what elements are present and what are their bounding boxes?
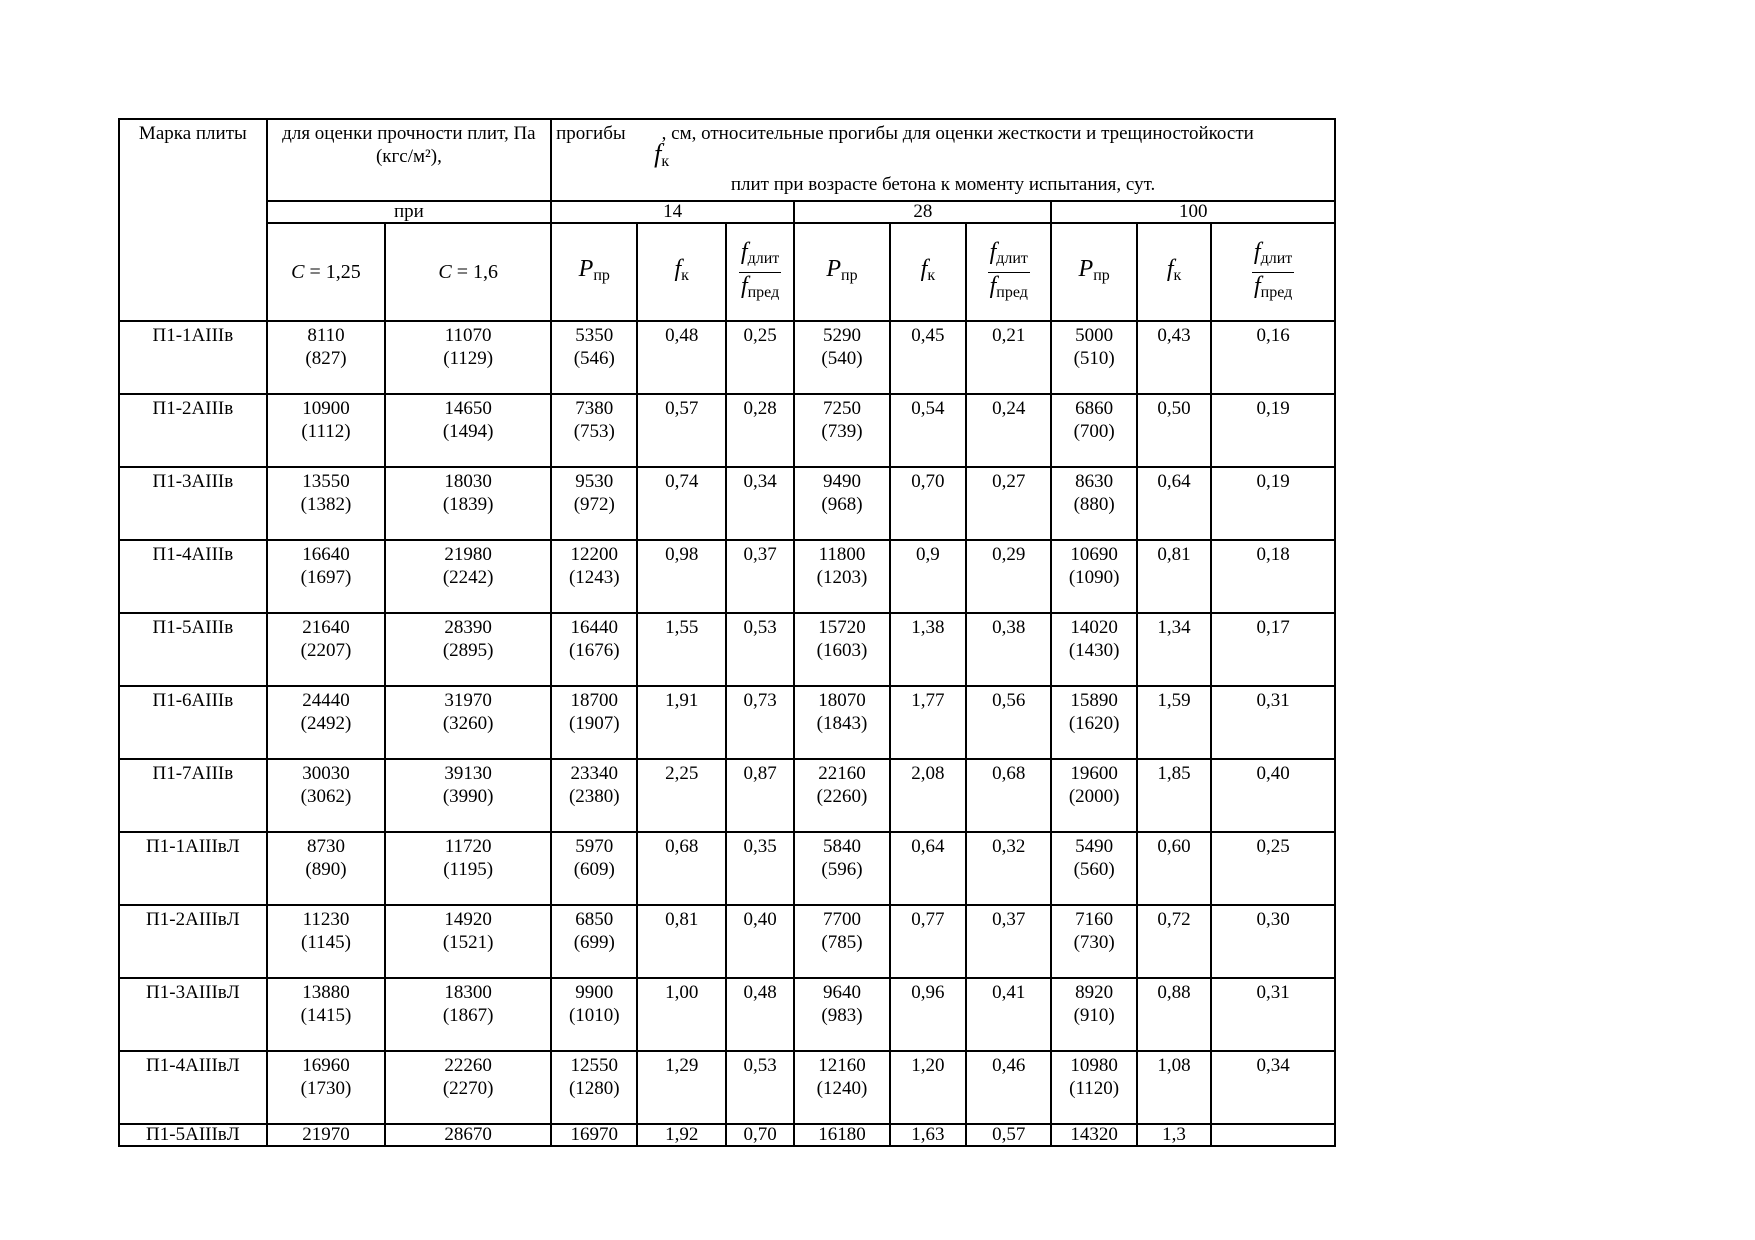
ratio100-cell: 0,18 <box>1211 540 1335 613</box>
c16-cell: 11070 (1129) <box>385 321 551 394</box>
fk14-cell: 1,29 <box>637 1051 725 1124</box>
r28-cell: 0,57 <box>966 1124 1051 1146</box>
table-row <box>119 1051 1335 1124</box>
p100-cell: 7160 (730) <box>1051 905 1136 978</box>
ratio100-cell: 0,34 <box>1211 1051 1335 1124</box>
brand-cell: П1-3АIIIвЛ <box>119 978 267 1051</box>
ratio28-cell: 0,68 <box>966 759 1051 832</box>
p100-cell: 19600 (2000) <box>1051 759 1136 832</box>
p28-cell: 5290 (540) <box>794 321 889 394</box>
ratio100-cell: 0,19 <box>1211 467 1335 540</box>
fk28-cell: 0,70 <box>890 467 966 540</box>
ratio14-cell: 0,28 <box>726 394 794 467</box>
ratio28-cell: 0,41 <box>966 978 1051 1051</box>
p100-cell: 6860 (700) <box>1051 394 1136 467</box>
p28-cell: 7700 (785) <box>794 905 889 978</box>
c125-cell: 16640 (1697) <box>267 540 386 613</box>
p28-cell: 22160 (2260) <box>794 759 889 832</box>
ratio14-cell: 0,48 <box>726 978 794 1051</box>
r100-cell <box>1211 1124 1335 1146</box>
fk28-cell: 2,08 <box>890 759 966 832</box>
p28-cell: 12160 (1240) <box>794 1051 889 1124</box>
p28-cell: 5840 (596) <box>794 832 889 905</box>
table-row <box>119 540 1335 613</box>
table-row <box>119 321 1335 394</box>
ratio28-cell: 0,29 <box>966 540 1051 613</box>
fk28-cell: 0,9 <box>890 540 966 613</box>
brand-cell: П1-2АIIIвЛ <box>119 905 267 978</box>
p28-cell: 11800 (1203) <box>794 540 889 613</box>
c16-cell: 28390 (2895) <box>385 613 551 686</box>
ratio14-cell: 0,34 <box>726 467 794 540</box>
p14-cell: 9900 (1010) <box>551 978 637 1051</box>
brand-cell: П1-7АIIIв <box>119 759 267 832</box>
header-p-100: $P_{пр}$ <box>1051 223 1136 321</box>
ratio28-cell: 0,56 <box>966 686 1051 759</box>
header-fk-28: $f_к$ <box>890 223 966 321</box>
brand-cell: П1-2АIIIв <box>119 394 267 467</box>
ratio100-cell: 0,16 <box>1211 321 1335 394</box>
header-brand: Марка плиты <box>119 119 267 321</box>
p100-cell: 14020 (1430) <box>1051 613 1136 686</box>
p100-cell: 14320 <box>1051 1124 1136 1146</box>
fk100-cell: 1,34 <box>1137 613 1211 686</box>
fk100-cell: 1,3 <box>1137 1124 1211 1146</box>
c16-cell: 21980 (2242) <box>385 540 551 613</box>
fk14-cell: 1,91 <box>637 686 725 759</box>
fk100-cell: 1,08 <box>1137 1051 1211 1124</box>
p14-cell: 12550 (1280) <box>551 1051 637 1124</box>
r14-cell: 0,70 <box>726 1124 794 1146</box>
fk100-cell: 0,81 <box>1137 540 1211 613</box>
header-strength: для оценки прочности плит, Па (кгс/м²), <box>267 119 551 201</box>
ratio28-cell: 0,46 <box>966 1051 1051 1124</box>
p14-cell: 12200 (1243) <box>551 540 637 613</box>
brand-cell: П1-1АIIIвЛ <box>119 832 267 905</box>
header-age-28: 28 <box>794 201 1051 223</box>
p14-cell: 16970 <box>551 1124 637 1146</box>
c125-cell: 30030 (3062) <box>267 759 386 832</box>
table-row <box>119 686 1335 759</box>
fk14-cell: 2,25 <box>637 759 725 832</box>
c125-cell: 24440 (2492) <box>267 686 386 759</box>
fk100-cell: 0,60 <box>1137 832 1211 905</box>
header-ratio-14: $\frac{f_{длит}}{f_{пред}}$ <box>726 223 794 321</box>
header-fk-14: $f_к$ <box>637 223 725 321</box>
fk28-cell: 0,54 <box>890 394 966 467</box>
ratio14-cell: 0,25 <box>726 321 794 394</box>
table-row <box>119 467 1335 540</box>
ratio14-cell: 0,35 <box>726 832 794 905</box>
c125-cell: 13550 (1382) <box>267 467 386 540</box>
c16-cell: 18030 (1839) <box>385 467 551 540</box>
load-table <box>118 118 1336 1147</box>
c125-cell: 13880 (1415) <box>267 978 386 1051</box>
fk100-cell: 0,50 <box>1137 394 1211 467</box>
ratio14-cell: 0,87 <box>726 759 794 832</box>
fk100-cell: 0,43 <box>1137 321 1211 394</box>
ratio14-cell: 0,37 <box>726 540 794 613</box>
ratio28-cell: 0,24 <box>966 394 1051 467</box>
brand-cell: П1-1АIIIв <box>119 321 267 394</box>
ratio28-cell: 0,38 <box>966 613 1051 686</box>
header-ratio-28: $\frac{f_{длит}}{f_{пред}}$ <box>966 223 1051 321</box>
p100-cell: 8630 (880) <box>1051 467 1136 540</box>
fk28-cell: 0,77 <box>890 905 966 978</box>
ratio14-cell: 0,53 <box>726 613 794 686</box>
ratio28-cell: 0,21 <box>966 321 1051 394</box>
header-ratio-100: $\frac{f_{длит}}{f_{пред}}$ <box>1211 223 1335 321</box>
p28-cell: 16180 <box>794 1124 889 1146</box>
fk28-cell: 1,77 <box>890 686 966 759</box>
fk100-cell: 1,59 <box>1137 686 1211 759</box>
header-age-100: 100 <box>1051 201 1335 223</box>
table-row <box>119 759 1335 832</box>
ratio14-cell: 0,40 <box>726 905 794 978</box>
fk100-cell: 1,85 <box>1137 759 1211 832</box>
p100-cell: 10690 (1090) <box>1051 540 1136 613</box>
fk14-cell: 0,57 <box>637 394 725 467</box>
table-row <box>119 1124 1335 1146</box>
ratio14-cell: 0,53 <box>726 1051 794 1124</box>
fk14-cell: 1,92 <box>637 1124 725 1146</box>
c16-cell: 31970 (3260) <box>385 686 551 759</box>
c125-cell: 8730 (890) <box>267 832 386 905</box>
c16-cell: 28670 <box>385 1124 551 1146</box>
ratio14-cell: 0,73 <box>726 686 794 759</box>
brand-cell: П1-3АIIIв <box>119 467 267 540</box>
p28-cell: 9490 (968) <box>794 467 889 540</box>
table-row <box>119 832 1335 905</box>
brand-cell: П1-4АIIIвЛ <box>119 1051 267 1124</box>
fk14-cell: 0,74 <box>637 467 725 540</box>
brand-cell: П1-5АIIIвЛ <box>119 1124 267 1146</box>
fk14-cell: 0,68 <box>637 832 725 905</box>
p28-cell: 7250 (739) <box>794 394 889 467</box>
c16-cell: 11720 (1195) <box>385 832 551 905</box>
ratio100-cell: 0,40 <box>1211 759 1335 832</box>
p100-cell: 5490 (560) <box>1051 832 1136 905</box>
fk-symbol: $f_к$ <box>654 139 670 170</box>
table-row <box>119 905 1335 978</box>
ratio100-cell: 0,31 <box>1211 686 1335 759</box>
p14-cell: 5350 (546) <box>551 321 637 394</box>
c16-cell: 22260 (2270) <box>385 1051 551 1124</box>
header-c16: C = 1,6 <box>385 223 551 321</box>
p14-cell: 9530 (972) <box>551 467 637 540</box>
p100-cell: 5000 (510) <box>1051 321 1136 394</box>
header-deflection: прогибы , см, относительные прогибы для оценки жесткости и трещиностойкости $f_к$ плит при возрасте бетона к моменту испытания, сут. <box>551 119 1335 201</box>
ratio100-cell: 0,19 <box>1211 394 1335 467</box>
ratio100-cell: 0,30 <box>1211 905 1335 978</box>
brand-cell: П1-5АIIIв <box>119 613 267 686</box>
p28-cell: 15720 (1603) <box>794 613 889 686</box>
header-strength-pri: при <box>267 201 551 223</box>
ratio100-cell: 0,25 <box>1211 832 1335 905</box>
brand-cell: П1-6АIIIв <box>119 686 267 759</box>
fk100-cell: 0,72 <box>1137 905 1211 978</box>
header-age-14: 14 <box>551 201 794 223</box>
fk14-cell: 1,00 <box>637 978 725 1051</box>
c16-cell: 18300 (1867) <box>385 978 551 1051</box>
fk28-cell: 0,45 <box>890 321 966 394</box>
c125-cell: 16960 (1730) <box>267 1051 386 1124</box>
fk14-cell: 0,98 <box>637 540 725 613</box>
fk14-cell: 0,48 <box>637 321 725 394</box>
p100-cell: 15890 (1620) <box>1051 686 1136 759</box>
p14-cell: 5970 (609) <box>551 832 637 905</box>
header-p-28: $P_{пр}$ <box>794 223 889 321</box>
fk100-cell: 0,88 <box>1137 978 1211 1051</box>
brand-cell: П1-4АIIIв <box>119 540 267 613</box>
table-row <box>119 978 1335 1051</box>
fk28-cell: 1,38 <box>890 613 966 686</box>
table-row <box>119 613 1335 686</box>
p14-cell: 23340 (2380) <box>551 759 637 832</box>
c125-cell: 21970 <box>267 1124 386 1146</box>
p14-cell: 16440 (1676) <box>551 613 637 686</box>
c125-cell: 8110 (827) <box>267 321 386 394</box>
fk28-cell: 0,96 <box>890 978 966 1051</box>
header-c125: C = 1,25 <box>267 223 386 321</box>
ratio28-cell: 0,37 <box>966 905 1051 978</box>
c125-cell: 11230 (1145) <box>267 905 386 978</box>
p100-cell: 8920 (910) <box>1051 978 1136 1051</box>
table-row <box>119 394 1335 467</box>
p14-cell: 7380 (753) <box>551 394 637 467</box>
p14-cell: 6850 (699) <box>551 905 637 978</box>
c16-cell: 39130 (3990) <box>385 759 551 832</box>
ratio100-cell: 0,31 <box>1211 978 1335 1051</box>
header-p-14: $P_{пр}$ <box>551 223 637 321</box>
p14-cell: 18700 (1907) <box>551 686 637 759</box>
header-fk-100: $f_к$ <box>1137 223 1211 321</box>
c125-cell: 21640 (2207) <box>267 613 386 686</box>
p100-cell: 10980 (1120) <box>1051 1051 1136 1124</box>
p28-cell: 9640 (983) <box>794 978 889 1051</box>
p28-cell: 18070 (1843) <box>794 686 889 759</box>
fk14-cell: 1,55 <box>637 613 725 686</box>
fk100-cell: 0,64 <box>1137 467 1211 540</box>
fk28-cell: 0,64 <box>890 832 966 905</box>
ratio100-cell: 0,17 <box>1211 613 1335 686</box>
fk28-cell: 1,63 <box>890 1124 966 1146</box>
ratio28-cell: 0,32 <box>966 832 1051 905</box>
ratio28-cell: 0,27 <box>966 467 1051 540</box>
c16-cell: 14650 (1494) <box>385 394 551 467</box>
c125-cell: 10900 (1112) <box>267 394 386 467</box>
fk14-cell: 0,81 <box>637 905 725 978</box>
fk28-cell: 1,20 <box>890 1051 966 1124</box>
c16-cell: 14920 (1521) <box>385 905 551 978</box>
